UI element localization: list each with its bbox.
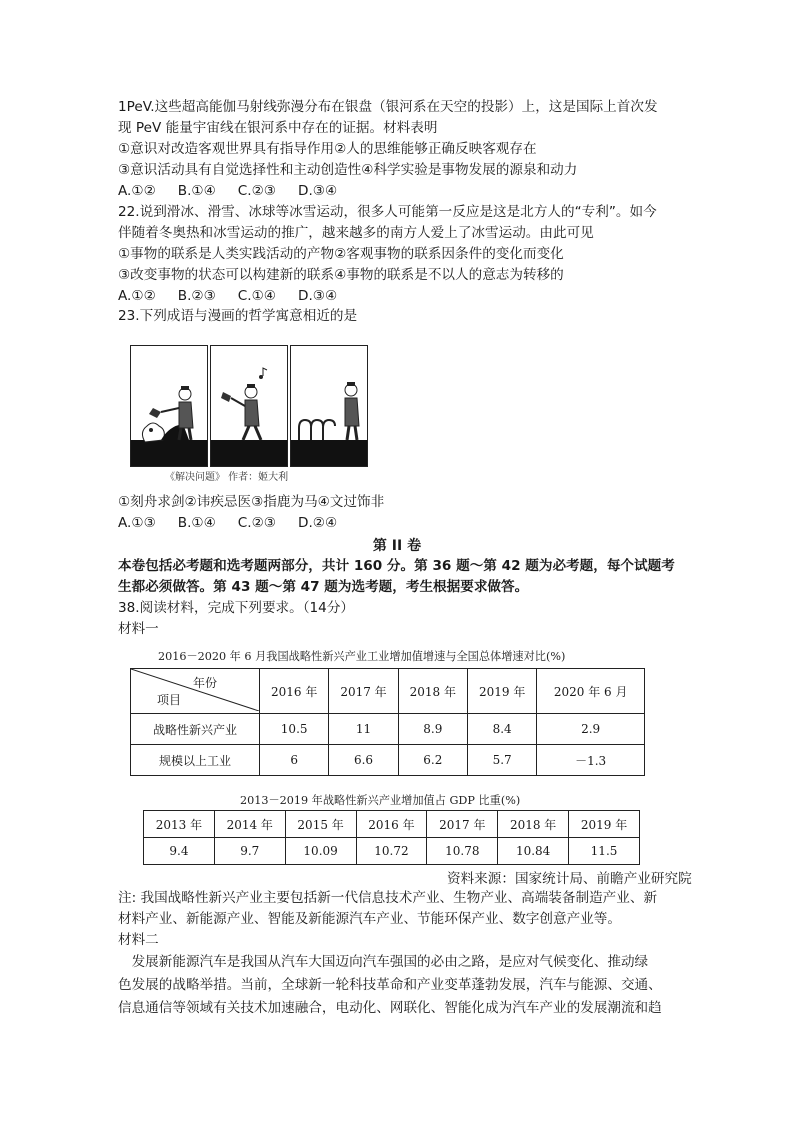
q21-option-b: B.①④ xyxy=(177,183,216,199)
note-line-2: 材料产业、新能源产业、智能及新能源汽车产业、节能环保产业、数字创意产业等。 xyxy=(118,911,621,927)
table1-cell: 8.4 xyxy=(467,714,536,745)
q22-line-1: 22.说到滑冰、滑雪、冰球等冰雪运动，很多人可能第一反应是这是北方人的“专利”。如今 xyxy=(118,204,657,220)
table1-row-label: 规模以上工业 xyxy=(131,745,260,776)
table1-col-header: 2018 年 xyxy=(398,669,467,714)
cartoon-panel-2 xyxy=(210,345,288,467)
table1-row-label: 战略性新兴产业 xyxy=(131,714,260,745)
part2-intro-2: 生都必须做答。第 43 题～第 47 题为选考题，考生根据要求做答。 xyxy=(118,579,529,595)
table1-cell: 10.5 xyxy=(260,714,329,745)
table2-col-header: 2014 年 xyxy=(214,811,285,838)
table-row xyxy=(144,838,640,865)
table1-cell: 5.7 xyxy=(467,745,536,776)
q22-option-b: B.②③ xyxy=(177,288,216,304)
table2-cell: 11.5 xyxy=(569,838,640,865)
q22-option-a: A.①② xyxy=(118,288,156,304)
table2-cell: 10.72 xyxy=(356,838,427,865)
table2-cell: 10.78 xyxy=(427,838,498,865)
table2-col-header: 2019 年 xyxy=(569,811,640,838)
table2-col-header: 2015 年 xyxy=(285,811,356,838)
cartoon-panel-3 xyxy=(290,345,368,467)
q23-option-d: D.②④ xyxy=(297,515,338,531)
table2-col-header: 2018 年 xyxy=(498,811,569,838)
note-line-1: 注: 我国战略性新兴产业主要包括新一代信息技术产业、生物产业、高端装备制造产业、新 xyxy=(118,890,658,906)
q23-option-a: A.①③ xyxy=(118,515,156,531)
table2-cell: 9.4 xyxy=(144,838,215,865)
paragraph-line-1: 发展新能源汽车是我国从汽车大国迈向汽车强国的必由之路，是应对气候变化、推动绿 xyxy=(118,954,649,970)
q21-option-c: C.②③ xyxy=(237,183,276,199)
q21-option-d: D.③④ xyxy=(297,183,338,199)
table1-cell: 6.6 xyxy=(329,745,398,776)
table1-corner-item: 项目 xyxy=(157,693,182,707)
table1-cell: 11 xyxy=(329,714,398,745)
q23-statements-1: ①刻舟求剑②讳疾忌医③指鹿为马④文过饰非 xyxy=(118,494,385,510)
table2-col-header: 2013 年 xyxy=(144,811,215,838)
q38-material-2: 材料二 xyxy=(118,932,159,948)
q21-line-1: 1PeV.这些超高能伽马射线弥漫分布在银盘（银河系在天空的投影）上，这是国际上首次发 xyxy=(118,99,658,115)
table-industry-growth xyxy=(130,668,645,776)
q22-statements-2: ③改变事物的状态可以构建新的联系④事物的联系是不以人的意志为转移的 xyxy=(118,267,564,283)
cartoon-panel-1 xyxy=(130,345,208,467)
q38-material-1: 材料一 xyxy=(118,621,159,637)
table-gdp-share xyxy=(143,810,640,865)
table1-col-header: 2019 年 xyxy=(467,669,536,714)
table2-cell: 10.84 xyxy=(498,838,569,865)
q22-option-d: D.③④ xyxy=(297,288,338,304)
paragraph-line-3: 信息通信等领域有关技术加速融合，电动化、网联化、智能化成为汽车产业的发展潮流和趋 xyxy=(118,1000,662,1016)
table1-corner-year: 年份 xyxy=(192,676,217,690)
q21-option-a: A.①② xyxy=(118,183,156,199)
q22-options xyxy=(118,286,359,306)
table-row xyxy=(131,714,645,745)
q38-heading: 38.阅读材料，完成下列要求。（14分） xyxy=(118,600,355,616)
q23-option-c: C.②③ xyxy=(237,515,276,531)
cartoon-image xyxy=(130,345,366,465)
q22-line-2: 伴随着冬奥热和冰雪运动的推广，越来越多的南方人爱上了冰雪运动。由此可见 xyxy=(118,225,594,241)
part2-intro-1: 本卷包括必考题和选考题两部分，共计 160 分。第 36 题～第 42 题为必考题，每个试题考 xyxy=(118,558,675,574)
table1-caption: 2016－2020 年 6 月我国战略性新兴产业工业增加值增速与全国总体增速对比(%) xyxy=(158,650,566,663)
table1-cell: －1.3 xyxy=(537,745,645,776)
q22-statements-1: ①事物的联系是人类实践活动的产物②客观事物的联系因条件的变化而变化 xyxy=(118,246,564,262)
table1-cell: 8.9 xyxy=(398,714,467,745)
table1-col-header: 2017 年 xyxy=(329,669,398,714)
table1-cell: 2.9 xyxy=(537,714,645,745)
table-row xyxy=(131,745,645,776)
data-source: 资料来源：国家统计局、前瞻产业研究院 xyxy=(447,871,692,887)
q23-options xyxy=(118,513,359,533)
q21-options xyxy=(118,181,359,201)
table1-corner-cell xyxy=(131,669,260,714)
table1-col-header: 2016 年 xyxy=(260,669,329,714)
table2-cell: 9.7 xyxy=(214,838,285,865)
q21-line-2: 现 PeV 能量宇宙线在银河系中存在的证据。材料表明 xyxy=(118,120,438,136)
table2-cell: 10.09 xyxy=(285,838,356,865)
table2-col-header: 2017 年 xyxy=(427,811,498,838)
part2-title: 第 II 卷 xyxy=(372,538,422,554)
q22-option-c: C.①④ xyxy=(237,288,276,304)
q21-statements-2: ③意识活动具有自觉选择性和主动创造性④科学实验是事物发展的源泉和动力 xyxy=(118,162,578,178)
cartoon-question-marks xyxy=(291,346,367,466)
table1-cell: 6.2 xyxy=(398,745,467,776)
q23-option-b: B.①④ xyxy=(177,515,216,531)
cartoon-figure-walking xyxy=(211,346,287,466)
table2-col-header: 2016 年 xyxy=(356,811,427,838)
paragraph-line-2: 色发展的战略举措。当前，全球新一轮科技革命和产业变革蓬勃发展，汽车与能源、交通、 xyxy=(118,977,662,993)
q23-line-1: 23.下列成语与漫画的哲学寓意相近的是 xyxy=(118,308,358,324)
table2-caption: 2013－2019 年战略性新兴产业增加值占 GDP 比重(%) xyxy=(240,794,521,807)
table1-cell: 6 xyxy=(260,745,329,776)
table1-col-header: 2020 年 6 月 xyxy=(537,669,645,714)
cartoon-figure-shoveling xyxy=(131,346,207,466)
q21-statements-1: ①意识对改造客观世界具有指导作用②人的思维能够正确反映客观存在 xyxy=(118,141,537,157)
cartoon-caption: 《解决问题》 作者：姬大利 xyxy=(165,472,289,483)
